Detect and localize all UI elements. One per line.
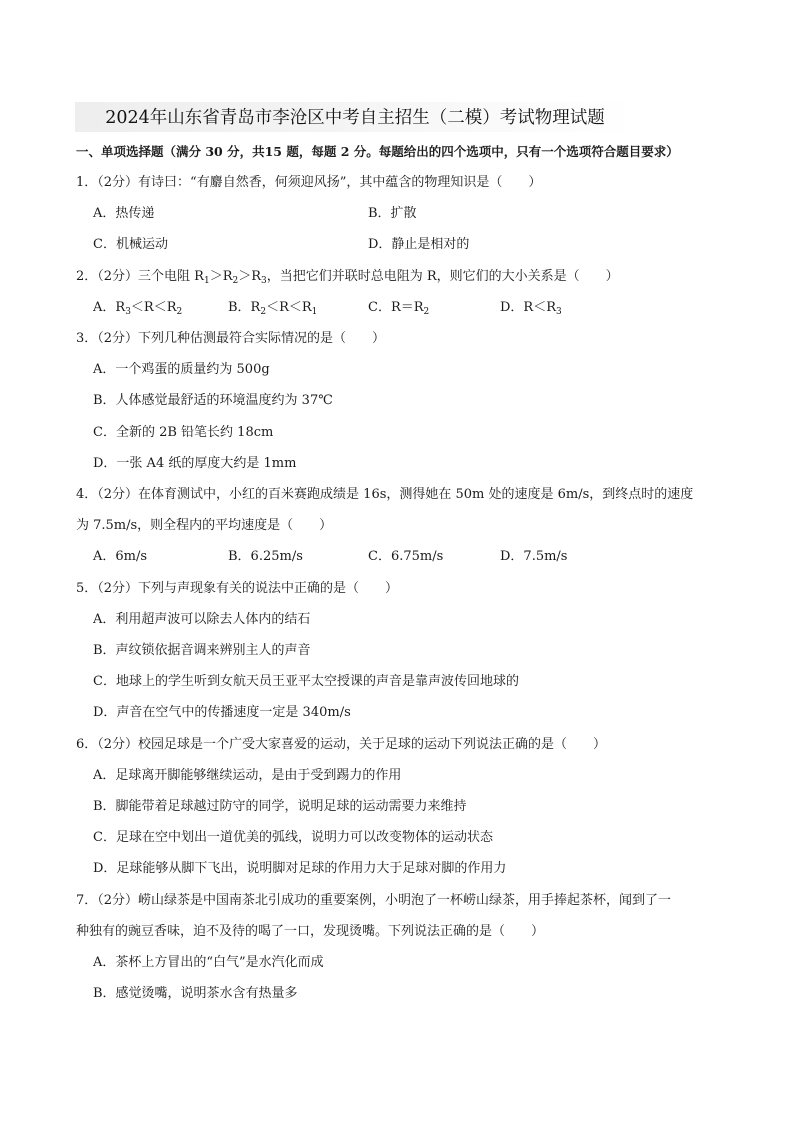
question-3-option-b: B．人体感觉最舒适的环境温度约为 37℃	[93, 393, 333, 408]
question-6-stem: 6．（2分）校园足球是一个广受大家喜爱的运动，关于足球的运动下列说法正确的是（ ）	[76, 737, 607, 752]
question-4-option-b: B．6.25m/s	[228, 549, 303, 564]
question-5-stem: 5．（2分）下列与声现象有关的说法中正确的是（ ）	[76, 581, 399, 596]
question-3-option-d: D．一张 A4 纸的厚度大约是 1mm	[93, 456, 297, 471]
question-5-option-a: A．利用超声波可以除去人体内的结石	[93, 612, 311, 627]
question-4-stem-line-2: 为 7.5m/s，则全程内的平均速度是（ ）	[76, 518, 333, 533]
question-1-option-b: B．扩散	[368, 206, 417, 221]
question-4-option-d: D．7.5m/s	[500, 549, 568, 564]
question-1-option-d: D．静止是相对的	[368, 237, 470, 252]
question-2-option-a: A．$R_3<R<R_2$	[93, 300, 183, 317]
question-7-option-a: A．茶杯上方冒出的“白气”是水汽化而成	[93, 955, 324, 970]
question-6-option-a: A．足球离开脚能够继续运动，是由于受到踢力的作用	[93, 768, 402, 783]
question-3-option-c: C．全新的 2B 铅笔长约 18cm	[93, 425, 274, 440]
question-1-option-c: C．机械运动	[93, 237, 168, 252]
question-7-stem-line-2: 种独有的豌豆香味，迫不及待的喝了一口，发现烫嘴。下列说法正确的是（ ）	[76, 924, 545, 939]
question-5-option-d: D．声音在空气中的传播速度一定是 340m/s	[93, 705, 351, 720]
question-4-stem-line-1: 4．（2分）在体育测试中，小红的百米赛跑成绩是 16s，测得她在 50m 处的速度是 6m/s，到终点时的速度	[76, 487, 694, 502]
question-2-option-b: B．$R_2<R<R_1$	[228, 300, 318, 317]
question-6-option-d: D．足球能够从脚下飞出，说明脚对足球的作用力大于足球对脚的作用力	[93, 861, 507, 876]
question-2-stem: 2．（2分）三个电阻 $R_1>R_2>R_3$，当把它们并联时总电阻为 R，则它们的大小关系是（ ）	[76, 269, 619, 286]
question-5-option-c: C．地球上的学生听到女航天员王亚平太空授课的声音是靠声波传回地球的	[93, 674, 519, 689]
question-5-option-b: B．声纹锁依据音调来辨别主人的声音	[93, 643, 311, 658]
exam-title: 2024年山东省青岛市李沧区中考自主招生（二模）考试物理试题	[105, 108, 605, 128]
question-7-stem-line-1: 7．（2分）崂山绿茶是中国南茶北引成功的重要案例，小明泡了一杯崂山绿茶，用手捧起茶杯，闻到了一	[76, 893, 672, 908]
question-3-option-a: A．一个鸡蛋的质量约为 500g	[93, 362, 270, 377]
question-3-stem: 3．（2分）下列几种估测最符合实际情况的是（ ）	[76, 331, 386, 346]
question-1-stem: 1．（2分）有诗曰：“有麝自然香，何须迎风扬”，其中蕴含的物理知识是（ ）	[76, 175, 542, 190]
question-4-option-c: C．6.75m/s	[368, 549, 444, 564]
question-2-option-c: C．$R=R_2$	[368, 300, 430, 317]
question-4-option-a: A．6m/s	[93, 549, 148, 564]
question-2-option-d: D．$R<R_3$	[500, 300, 562, 317]
question-7-option-b: B．感觉烫嘴，说明茶水含有热量多	[93, 986, 298, 1001]
question-6-option-c: C．足球在空中划出一道优美的弧线，说明力可以改变物体的运动状态	[93, 830, 493, 845]
question-6-option-b: B．脚能带着足球越过防守的同学，说明足球的运动需要力来维持	[93, 799, 467, 814]
question-1-option-a: A．热传递	[93, 206, 155, 221]
section-heading: 一、单项选择题（满分 30 分，共15 题，每题 2 分。每题给出的四个选项中，只有一个选项符合题目要求）	[76, 144, 679, 159]
